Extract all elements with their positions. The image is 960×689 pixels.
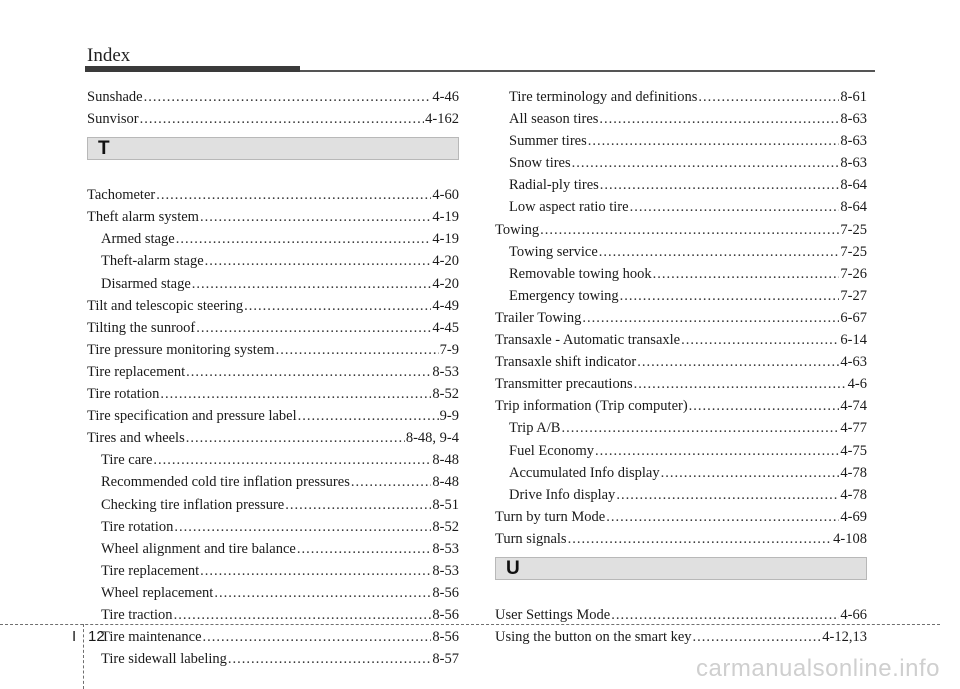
index-entry: [87, 339, 459, 361]
dot-leader: [244, 295, 431, 317]
entry-page-ref: 4-60: [432, 187, 459, 204]
entry-page-ref: 7-26: [840, 265, 867, 282]
entry-label: Disarmed stage: [101, 275, 191, 292]
entry-label: Tire pressure monitoring system: [87, 341, 275, 358]
entry-label: Transaxle shift indicator: [495, 354, 637, 371]
entry-label: Recommended cold tire inflation pressures: [101, 474, 350, 491]
footer-dashed-line: [0, 624, 940, 625]
dot-leader: [637, 351, 839, 373]
section-letter-t: T: [87, 137, 459, 160]
entry-label: Armed stage: [101, 231, 175, 248]
entry-page-ref: 4-162: [425, 111, 459, 128]
right-t-entries: [495, 86, 867, 550]
entry-label: Towing: [495, 221, 540, 238]
index-entry: [495, 417, 867, 439]
entry-label: Emergency towing: [509, 287, 619, 304]
entry-page-ref: 8-53: [432, 363, 459, 380]
left-top-entries: [87, 86, 459, 130]
dot-leader: [595, 440, 839, 462]
index-entry: [87, 250, 459, 272]
entry-label: Low aspect ratio tire: [509, 199, 629, 216]
entry-label: Tachometer: [87, 187, 156, 204]
dot-leader: [599, 241, 840, 263]
entry-page-ref: 4-69: [840, 508, 867, 525]
entry-label: Tire terminology and definitions: [509, 89, 698, 105]
dot-leader: [611, 604, 839, 626]
entry-label: Trip information (Trip computer): [495, 398, 688, 415]
entry-page-ref: 4-49: [432, 297, 459, 314]
right-u-entries: [495, 604, 867, 648]
entry-label: Theft-alarm stage: [101, 253, 204, 270]
dot-leader: [572, 152, 840, 174]
entry-label: Wheel replacement: [101, 584, 214, 601]
entry-page-ref: 4-74: [840, 398, 867, 415]
index-entry: [495, 626, 867, 648]
entry-page-ref: 8-52: [432, 518, 459, 535]
index-entry: [495, 219, 867, 241]
dot-leader: [599, 108, 839, 130]
entry-label: Using the button on the smart key: [495, 629, 692, 646]
index-entry: [495, 604, 867, 626]
entry-label: Theft alarm system: [87, 209, 199, 226]
index-entry: [87, 516, 459, 538]
entry-label: All season tires: [509, 111, 599, 128]
entry-label: Summer tires: [509, 133, 587, 150]
dot-leader: [616, 484, 839, 506]
index-entry: [87, 383, 459, 405]
index-entry: [495, 241, 867, 263]
index-entry: [87, 560, 459, 582]
entry-label: Snow tires: [509, 155, 571, 172]
entry-page-ref: 8-63: [840, 111, 867, 128]
index-entry: [87, 206, 459, 228]
dot-leader: [298, 405, 439, 427]
entry-label: Tires and wheels: [87, 430, 185, 447]
entry-page-ref: 8-48: [432, 452, 459, 469]
index-entry: [495, 285, 867, 307]
dot-leader: [160, 383, 431, 405]
dot-leader: [540, 219, 839, 241]
entry-page-ref: 8-57: [432, 651, 459, 668]
index-entry: [87, 604, 459, 626]
dot-leader: [606, 506, 839, 528]
entry-label: Tire sidewall labeling: [101, 651, 227, 668]
dot-leader: [582, 307, 839, 329]
index-entry: [495, 528, 867, 550]
entry-page-ref: 4-20: [432, 275, 459, 292]
entry-page-ref: 8-61: [840, 89, 867, 105]
entry-label: Checking tire inflation pressure: [101, 496, 285, 513]
dot-leader: [174, 604, 432, 626]
dot-leader: [200, 206, 431, 228]
entry-page-ref: 8-48: [432, 474, 459, 491]
entry-label: Removable towing hook: [509, 265, 652, 282]
section-letter-u: U: [495, 557, 867, 580]
index-header-title: Index: [87, 45, 131, 66]
index-entry: [87, 494, 459, 516]
dot-leader: [693, 626, 822, 648]
entry-label: Tire care: [101, 452, 153, 469]
index-entry: [87, 273, 459, 295]
header-rule-thick: [85, 66, 300, 72]
dot-leader: [196, 317, 431, 339]
index-entry: [87, 317, 459, 339]
index-entry: [495, 484, 867, 506]
entry-page-ref: 4-75: [840, 442, 867, 459]
index-entry: [87, 184, 459, 206]
entry-page-ref: 8-63: [840, 133, 867, 150]
dot-leader: [156, 184, 431, 206]
entry-page-ref: 4-6: [847, 376, 867, 393]
dot-leader: [561, 417, 839, 439]
index-entry: [87, 626, 459, 648]
entry-label: User Settings Mode: [495, 606, 611, 623]
entry-label: Tire replacement: [87, 363, 186, 380]
index-entry: [87, 449, 459, 471]
dot-leader: [276, 339, 439, 361]
entry-page-ref: 9-9: [439, 408, 459, 425]
entry-page-ref: 4-78: [840, 486, 867, 503]
entry-page-ref: 4-77: [840, 420, 867, 437]
entry-label: Drive Info display: [509, 486, 616, 503]
dot-leader: [568, 528, 833, 550]
entry-label: Tire specification and pressure label: [87, 408, 297, 425]
entry-label: Tire traction: [101, 606, 173, 623]
entry-page-ref: 8-53: [432, 540, 459, 557]
entry-page-ref: 4-45: [432, 319, 459, 336]
index-entry: [495, 440, 867, 462]
entry-label: Towing service: [509, 243, 598, 260]
index-entry: [495, 86, 867, 108]
dot-leader: [192, 273, 432, 295]
index-entry: [495, 506, 867, 528]
entry-label: Trailer Towing: [495, 309, 582, 326]
dot-leader: [174, 516, 431, 538]
entry-label: Tilting the sunroof: [87, 319, 196, 336]
index-entry: [87, 538, 459, 560]
index-entry: [495, 152, 867, 174]
entry-label: Transmitter precautions: [495, 376, 633, 393]
entry-page-ref: 7-9: [439, 341, 459, 358]
dot-leader: [698, 86, 839, 108]
index-entry: [87, 405, 459, 427]
entry-page-ref: 8-48, 9-4: [405, 430, 459, 447]
dot-leader: [186, 361, 431, 383]
index-entry: [495, 307, 867, 329]
index-entry: [87, 582, 459, 604]
dot-leader: [630, 196, 840, 218]
entry-page-ref: 4-19: [432, 231, 459, 248]
dot-leader: [186, 427, 405, 449]
dot-leader: [351, 471, 432, 493]
entry-page-ref: 6-14: [840, 332, 867, 349]
dot-leader: [205, 250, 432, 272]
dot-leader: [144, 86, 432, 108]
index-entry: [87, 427, 459, 449]
entry-page-ref: 4-66: [840, 606, 867, 623]
dot-leader: [297, 538, 432, 560]
dot-leader: [653, 263, 840, 285]
dot-leader: [689, 395, 840, 417]
index-entry: [495, 329, 867, 351]
entry-label: Turn by turn Mode: [495, 508, 606, 525]
dot-leader: [203, 626, 432, 648]
entry-page-ref: 4-19: [432, 209, 459, 226]
dot-leader: [140, 108, 425, 130]
index-entry: [87, 86, 459, 108]
entry-page-ref: 8-64: [840, 199, 867, 216]
entry-label: Sunvisor: [87, 111, 139, 128]
dot-leader: [214, 582, 431, 604]
index-entry: [495, 351, 867, 373]
entry-page-ref: 7-25: [840, 221, 867, 238]
entry-label: Tire replacement: [101, 562, 200, 579]
dot-leader: [620, 285, 840, 307]
entry-page-ref: 8-63: [840, 155, 867, 172]
dot-leader: [285, 494, 431, 516]
footer-section-label: I: [72, 628, 77, 645]
dot-leader: [153, 449, 431, 471]
entry-page-ref: 4-108: [833, 530, 867, 547]
entry-page-ref: 8-51: [432, 496, 459, 513]
entry-label: Tire rotation: [87, 386, 160, 403]
entry-label: Trip A/B: [509, 420, 561, 437]
entry-page-ref: 8-56: [432, 629, 459, 646]
dot-leader: [661, 462, 840, 484]
index-entry: [495, 196, 867, 218]
entry-label: Accumulated Info display: [509, 464, 660, 481]
left-t-entries: [87, 184, 459, 670]
entry-page-ref: 4-78: [840, 464, 867, 481]
index-entry: [495, 108, 867, 130]
dot-leader: [600, 174, 840, 196]
entry-page-ref: 4-12,13: [822, 629, 867, 646]
index-entry: [87, 295, 459, 317]
index-entry: [87, 108, 459, 130]
entry-page-ref: 4-20: [432, 253, 459, 270]
index-entry: [495, 263, 867, 285]
index-entry: [495, 373, 867, 395]
right-column: [495, 86, 867, 648]
entry-page-ref: 8-64: [840, 177, 867, 194]
footer-page-number: 12: [88, 628, 105, 645]
index-entry: [87, 228, 459, 250]
index-entry: [495, 462, 867, 484]
entry-page-ref: 7-27: [840, 287, 867, 304]
dot-leader: [200, 560, 431, 582]
entry-page-ref: 6-67: [840, 309, 867, 326]
dot-leader: [588, 130, 840, 152]
header-rule-thin: [300, 70, 875, 72]
dot-leader: [681, 329, 839, 351]
entry-label: Transaxle - Automatic transaxle: [495, 332, 681, 349]
entry-page-ref: 4-63: [840, 354, 867, 371]
index-entry: [495, 395, 867, 417]
entry-label: Fuel Economy: [509, 442, 594, 459]
entry-label: Tilt and telescopic steering: [87, 297, 244, 314]
entry-label: Wheel alignment and tire balance: [101, 540, 296, 557]
entry-label: Tire maintenance: [101, 629, 202, 646]
left-column: [87, 86, 459, 670]
entry-label: Turn signals: [495, 530, 567, 547]
entry-page-ref: 8-53: [432, 562, 459, 579]
entry-page-ref: 4-46: [432, 89, 459, 105]
index-entry: [495, 174, 867, 196]
dot-leader: [176, 228, 432, 250]
footer-dashed-divider: [83, 624, 84, 689]
index-entry: [87, 361, 459, 383]
entry-label: Sunshade: [87, 89, 143, 105]
dot-leader: [634, 373, 847, 395]
watermark-text: carmanualsonline.info: [696, 655, 940, 682]
entry-label: Radial-ply tires: [509, 177, 599, 194]
entry-page-ref: 8-52: [432, 386, 459, 403]
dot-leader: [228, 648, 431, 670]
entry-label: Tire rotation: [101, 518, 174, 535]
index-entry: [87, 648, 459, 670]
index-entry: [87, 471, 459, 493]
entry-page-ref: 8-56: [432, 584, 459, 601]
entry-page-ref: 7-25: [840, 243, 867, 260]
entry-page-ref: 8-56: [432, 606, 459, 623]
index-entry: [495, 130, 867, 152]
